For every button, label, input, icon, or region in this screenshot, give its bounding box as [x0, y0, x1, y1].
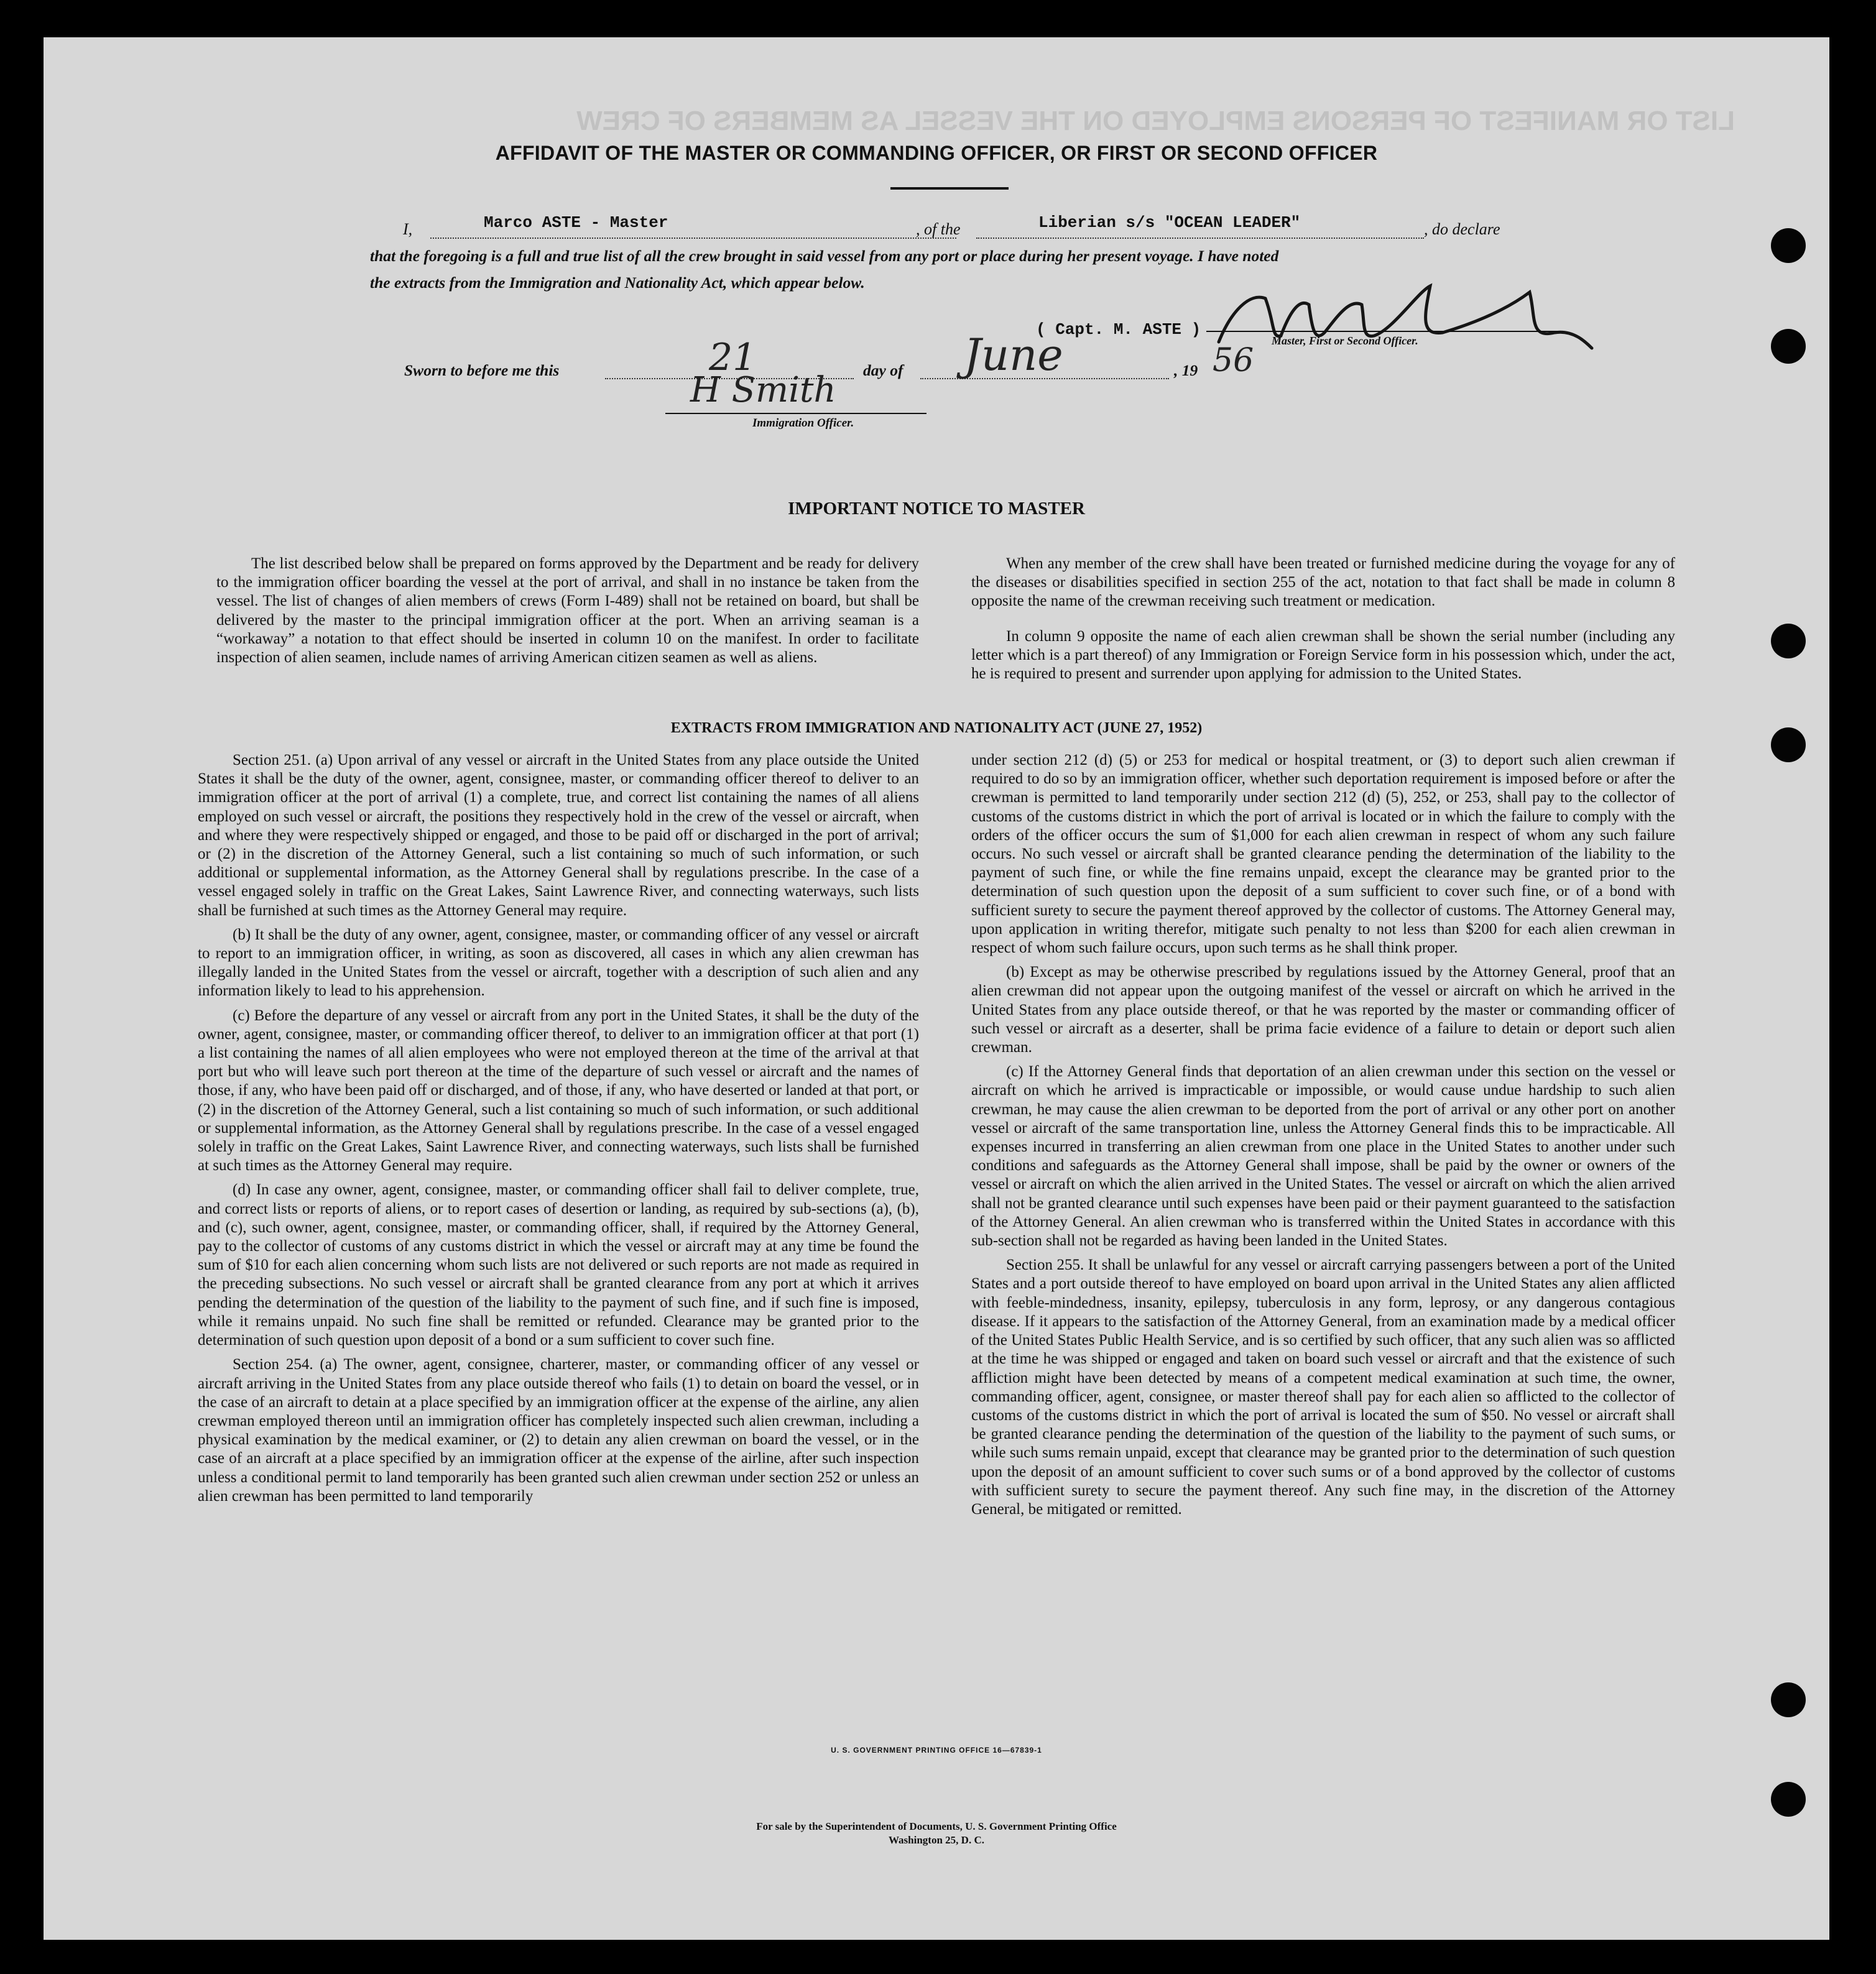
vessel-field: Liberian s/s "OCEAN LEADER": [1038, 213, 1301, 232]
section-251-b: (b) It shall be the duty of any owner, agent, consignee, master, or commanding officer of any vessel or aircraft to report to an immigration officer, in writing, as soon as discovered, all cases in which any alien crewman has illegally landed in the United States from the vessel or aircraft, together with a description of such alien and any information likely to lead to his apprehension.: [198, 926, 919, 1000]
month-value: June: [964, 330, 1063, 381]
punch-hole-2: [1771, 329, 1806, 364]
officer-caption: Immigration Officer.: [752, 417, 854, 430]
day-of-label: day of: [863, 361, 903, 379]
printing-office-line: U. S. GOVERNMENT PRINTING OFFICE 16—67839-1: [831, 1746, 1042, 1755]
notice-left-paragraph: The list described below shall be prepared on forms approved by the Department and be ready for delivery to the immigration officer boarding the vessel at the port of arrival, and shall in no instance be taken from the vessel. The list of changes of alien members of crews (Form I-489) shall not be retained on board, but shall be delivered by the master to the principal immigration officer at the port. When an arriving seaman is a “workaway” a notation to that effect should be inserted in column 10 on the manifest. In order to facilitate inspection of alien seamen, include names of arriving American citizen seamen as well as aliens.: [216, 555, 919, 666]
day-value: 21: [709, 336, 757, 379]
section-255: Section 255. It shall be unlawful for any vessel or aircraft carrying passengers between a port of the United States and a port outside thereof to have employed on board upon arrival in the United States any alien afflicted with feeble-mindedness, insanity, epilepsy, tuberculosis in any form, leprosy, or any dangerous contagious disease. If it appears to the satisfaction of the Attorney General, from an examination made by a medical officer of the United States Public Health Service, and is so certified by such officer, that any such alien was so afflicted at the time he was shipped or engaged and taken on board such vessel or aircraft and that the existence of such affliction might have been detected by means of a competent medical examination at such time, the owner, commanding officer, agent, consignee, or master thereof shall pay for each alien so afflicted to the collector of customs of the customs district in which the port of arrival is located the sum of $50. No vessel or aircraft shall be granted clearance pending the determination of the question of the liability to the payment of such sums, or while such sums remain unpaid, except that clearance may be granted prior to the determination of such question upon the deposit of an amount sufficient to cover such sums or of a bond approved by the collector of customs with sufficient surety to secure the payment thereof. Any such fine may, in the discretion of the Attorney General, be mitigated or remitted.: [971, 1257, 1675, 1518]
affidavit-title: AFFIDAVIT OF THE MASTER OR COMMANDING OFFICER, OR FIRST OR SECOND OFFICER: [495, 142, 1378, 164]
section-251-a: Section 251. (a) Upon arrival of any vessel or aircraft in the United States from any place outside the United States it shall be the duty of the owner, agent, consignee, master, or commanding officer thereof to deliver to an immigration officer at the port of arrival (1) a complete, true, and correct list containing the names of all aliens employed on such vessel or aircraft, the positions they respectively hold in the crew of the vessel or aircraft, when and where they were respectively shipped or engaged, and those to be paid off or discharged in the port of arrival; or (2) in the discretion of the Attorney General, such a list containing so much of such information, or such additional or supplemental information, as the Attorney General shall by regulations prescribe. In the case of a vessel engaged solely in traffic on the Great Lakes, Saint Lawrence River, and connecting waterways, such lists shall be furnished at such times as the Attorney General may require.: [198, 752, 919, 919]
vessel-line: [976, 238, 1424, 239]
section-254-a-continued: under section 212 (d) (5) or 253 for medical or hospital treatment, or (3) to deport such alien crewman if required to do so by an immigration officer, whether such deportation requirement is imposed before or after the crewman is permitted to land temporarily under section 212 (d) (5), 252, or 253, shall pay to the collector of customs of the customs district in which the port of arrival is located or in which the failure to comply with the orders of the officer occurs the sum of $1,000 for each alien crewman in respect of whom any such failure occurs. No such vessel or aircraft shall be granted clearance pending the determination of the liability to the payment of such fine, or while the fine remains unpaid, except the clearance may be granted prior to the determination of such question upon the deposit of a sum sufficient to cover such fine, or of a bond with sufficient surety to secure the payment thereof approved by the collector of customs. The Attorney General may, upon application in writing therefor, mitigate such penalty to not less than $200 for each alien crewman in respect of whom such failure occurs, upon such terms as he shall think proper.: [971, 752, 1675, 957]
master-signature: [1206, 274, 1604, 361]
section-254-c: (c) If the Attorney General finds that deportation of an alien crewman under this section on the vessel or aircraft on which he arrived is impracticable or impossible, or would cause undue hardship to such alien crewman, he may cause the alien crewman to be deported from the port of arrival or any other port on another vessel or aircraft of the same transportation line, unless the Attorney General finds this to be impracticable. All expenses incurred in transferring an alien crewman from one place in the United States to another under such conditions and safeguards as the Attorney General shall impose, shall be paid by the owner or owners of the vessel or aircraft on which the alien arrived in the United States. The vessel or aircraft on which the alien arrived shall not be granted clearance until such expenses have been paid or their payment guaranteed to the satisfaction of the Attorney General. An alien crewman who is transferred within the United States in accordance with this sub-section shall not be regarded as having been landed in the United States.: [971, 1063, 1675, 1250]
typed-signature: ( Capt. M. ASTE ): [1036, 320, 1201, 339]
section-251-d: (d) In case any owner, agent, consignee, master, or commanding officer shall fail to deliver complete, true, and correct lists or reports of aliens, or to report cases of desertion or landing, as required by sub-sections (a), (b), and (c), such owner, agent, consignee, master, or commanding officer, shall, if required by the Attorney General, pay to the collector of customs of any customs district in which the vessel or aircraft may at any time be found the sum of $10 for each alien concerning whom such lists are not delivered or such reports are not made as required in the preceding subsections. No such vessel or aircraft shall be granted clearance from any port at which it arrives pending the determination of the question of the liability to the payment of such fine, and if such fine is imposed, while it remains unpaid. No such fine shall be remitted or refunded. Clearance may be granted prior to the determination of such question upon deposit of a bond or a sum sufficient to cover such fine.: [198, 1181, 919, 1349]
of-the-label: , of the: [916, 220, 961, 238]
punch-hole-1: [1771, 228, 1806, 263]
notice-right-paragraph-1: When any member of the crew shall have been treated or furnished medicine during the voyage for any of the diseases or disabilities specified in section 255 of the act, notation to that fact shall be made in column 8 opposite the name of the crewman receiving such treatment or medication.: [971, 555, 1675, 610]
signature-line: [1206, 331, 1561, 332]
extracts-right-column: [971, 751, 1675, 1519]
extracts-left-column: [198, 751, 919, 1506]
extracts-title: EXTRACTS FROM IMMIGRATION AND NATIONALITY ACT (JUNE 27, 1952): [670, 720, 1203, 736]
officer-signature: H Smith: [690, 370, 836, 410]
notice-left-column: [216, 555, 919, 667]
declaration-line-2: that the foregoing is a full and true list of all the crew brought in said vessel from any port or place during her present voyage. I have noted: [370, 247, 1279, 265]
year-value: 56: [1213, 342, 1254, 379]
master-name-line: [430, 238, 956, 239]
sworn-label: Sworn to before me this: [404, 361, 560, 379]
declare-label: , do declare: [1424, 220, 1500, 238]
section-254-b: (b) Except as may be otherwise prescribed by regulations issued by the Attorney General, proof that an alien crewman did not appear upon the outgoing manifest of the vessel or aircraft on which he arrived in the United States from any place outside thereof, or that he was reported by the master or commanding officer of such vessel or aircraft as a deserter, shall be prima facie evidence of a failure to detain or deport such alien crewman.: [971, 964, 1675, 1056]
i-label: I,: [403, 220, 413, 238]
officer-line: [665, 413, 926, 414]
year-prefix: , 19: [1174, 361, 1198, 379]
signature-caption: Master, First or Second Officer.: [1272, 334, 1418, 347]
section-251-c: (c) Before the departure of any vessel or aircraft from any port in the United States, it shall be the duty of the owner, agent, consignee, master, or commanding officer thereof, to deliver to an immigration officer at that port (1) a list containing the names of all alien employees who were not employed thereon at the time of the arrival at that port but who will leave such port thereon at the time of the departure of such vessel or aircraft and the names of those, if any, who have been paid off or discharged, and of those, if any, who have deserted or landed at that port, or (2) in the discretion of the Attorney General, such a list containing so much of such information, or such additional or supplemental information, as the Attorney General shall by regulations prescribe. In the case of a vessel engaged solely in traffic on the Great Lakes, Saint Lawrence River, and connecting waterways, such lists shall be furnished at such times as the Attorney General may require.: [198, 1007, 919, 1174]
bleed-through-text: LIST OR MANIFEST OF PERSONS EMPLOYED ON THE VESSEL AS MEMBERS OF CREW: [576, 106, 1735, 136]
declaration-line-3: the extracts from the Immigration and Nationality Act, which appear below.: [370, 274, 865, 292]
section-254-a: Section 254. (a) The owner, agent, consignee, charterer, master, or commanding officer of any vessel or aircraft arriving in the United States from any place outside thereof who fails (1) to detain on board the vessel, or in the case of an aircraft to detain at a place specified by an immigration officer at the expense of the airline, any alien crewman employed thereon until an immigration officer has completely inspected such alien crewman, including a physical examination by the medical examiner, or (2) to detain any alien crewman on board the vessel, or in the case of an aircraft at a place specified by an immigration officer at the expense of the airline, after such inspection unless a conditional permit to land temporarily has been granted such alien crewman under section 252 or unless an alien crewman has been permitted to land temporarily: [198, 1356, 919, 1505]
notice-right-column: [971, 555, 1675, 683]
master-name-field: Marco ASTE - Master: [484, 213, 668, 232]
title-underline: [890, 187, 1009, 190]
sale-line-1: For sale by the Superintendent of Documents, U. S. Government Printing Office: [756, 1820, 1117, 1832]
punch-hole-4: [1771, 727, 1806, 762]
notice-right-paragraph-2: In column 9 opposite the name of each alien crewman shall be shown the serial number (including any letter which is a part thereof) of any Immigration or Foreign Service form in his possession which, under the act, he is required to present and surrender upon applying for admission to the United States.: [971, 627, 1675, 683]
punch-hole-5: [1771, 1682, 1806, 1717]
sale-line-2: Washington 25, D. C.: [889, 1834, 984, 1846]
document-page: [44, 37, 1829, 1940]
punch-hole-3: [1771, 624, 1806, 658]
notice-title: IMPORTANT NOTICE TO MASTER: [788, 499, 1085, 519]
punch-hole-6: [1771, 1782, 1806, 1817]
